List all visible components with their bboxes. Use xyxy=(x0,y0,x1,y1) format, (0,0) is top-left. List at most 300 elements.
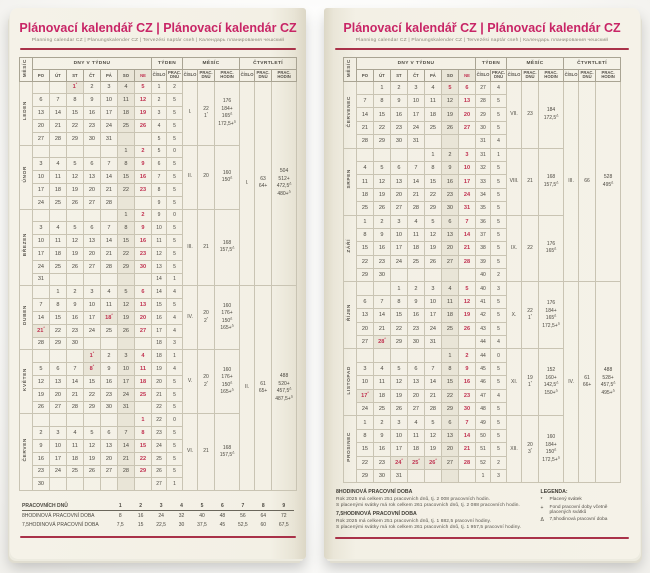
day-cell: 11 xyxy=(134,363,151,376)
day-cell: 26* xyxy=(424,456,441,469)
week-workdays-cell: 5 xyxy=(491,94,507,107)
week-number-cell: 15 xyxy=(152,299,167,312)
ref-value-cell: 48 xyxy=(219,512,226,519)
day-cell: 24 xyxy=(100,119,117,132)
week-number-cell: 38 xyxy=(476,242,491,255)
day-cell xyxy=(32,286,49,299)
legend-item xyxy=(541,517,628,523)
week-workdays-cell: 5 xyxy=(167,260,183,273)
day-cell: 30 xyxy=(373,269,390,282)
day-cell xyxy=(441,469,458,482)
week-workdays-cell: 5 xyxy=(491,309,507,322)
ref-value-cell: 72 xyxy=(280,512,287,519)
day-cell: 24 xyxy=(356,402,373,415)
day-cell xyxy=(66,350,83,363)
planning-calendar-right-host xyxy=(324,57,640,484)
day-cell: 15 xyxy=(66,107,83,120)
day-cell xyxy=(100,478,117,491)
day-cell xyxy=(32,414,49,427)
week-workdays-cell: 5 xyxy=(167,452,183,465)
day-cell: 4 xyxy=(407,215,424,228)
day-cell: 24 xyxy=(407,121,424,134)
day-cell: 17 xyxy=(117,375,134,388)
day-cell: 25 xyxy=(356,202,373,215)
day-cell: 14 xyxy=(458,228,475,241)
ref-count-cell: 2 xyxy=(130,501,150,511)
day-cell: 22 xyxy=(390,322,407,335)
day-cell: 5 xyxy=(458,282,475,295)
day-cell: 17* xyxy=(356,389,373,402)
day-cell: 2 xyxy=(373,215,390,228)
day-cell: 25 xyxy=(100,324,117,337)
week-workdays-cell: 5 xyxy=(491,108,507,121)
day-cell: 12 xyxy=(32,375,49,388)
month-number-cell: IV. xyxy=(183,286,198,350)
week-number-cell: 11 xyxy=(152,235,167,248)
day-cell: 10 xyxy=(32,235,49,248)
day-cell: 18 xyxy=(441,309,458,322)
day-name-header: ST xyxy=(390,69,407,81)
month-workhours-cell: 160 $150^\Delta$ xyxy=(215,145,240,209)
day-cell: 8 xyxy=(356,429,373,442)
day-cell: 3 xyxy=(407,81,424,94)
day-cell: 6 xyxy=(356,295,373,308)
day-cell: 14 xyxy=(32,311,49,324)
month-workdays-cell: 22 1* xyxy=(198,81,215,145)
month-number-cell: III. xyxy=(183,209,198,286)
month-workhours-cell: 160 184+ $150^\Delta$ 172,5+$^\Delta$ xyxy=(539,416,564,483)
day-cell: 30 xyxy=(458,402,475,415)
day-cell: 14 xyxy=(100,171,117,184)
day-cell: 14 xyxy=(424,376,441,389)
week-workdays-cell: 1 xyxy=(167,273,183,286)
day-cell: 19 xyxy=(32,388,49,401)
day-cell xyxy=(117,337,134,350)
day-cell: 4 xyxy=(49,158,66,171)
legend-symbol: + xyxy=(540,504,544,511)
month-workhours-cell: 168 $157,5^\Delta$ xyxy=(539,148,564,215)
ref-value-cell: 8 xyxy=(118,512,122,519)
quarter-workhours-cell: 488 528+ $457,5^\Delta$ 495+$^\Delta$ xyxy=(596,282,621,483)
day-cell: 21 xyxy=(117,452,134,465)
ref-value-cell: 60 xyxy=(260,521,267,528)
day-cell: 7 xyxy=(356,94,373,107)
day-cell: 29 xyxy=(66,132,83,145)
day-cell: 18 xyxy=(49,247,66,260)
day-cell: 15 xyxy=(134,439,151,452)
week-number-cell: 44 xyxy=(476,349,491,362)
day-cell: 17 xyxy=(83,311,100,324)
ref-value-cell: 45 xyxy=(219,521,226,528)
week-workdays-cell: 2 xyxy=(491,456,507,469)
day-cell: 7 xyxy=(407,161,424,174)
day-cell: 12 xyxy=(441,94,458,107)
day-cell: 27 xyxy=(32,132,49,145)
day-cell: 10 xyxy=(390,429,407,442)
day-cell xyxy=(390,148,407,161)
day-cell xyxy=(100,414,117,427)
quarter-number-cell: III. xyxy=(564,81,579,282)
day-cell xyxy=(373,148,390,161)
day-cell: 22 xyxy=(66,119,83,132)
day-cell: 10 xyxy=(49,439,66,452)
day-cell: 21 xyxy=(407,188,424,201)
week-number-cell: 29 xyxy=(476,108,491,121)
day-cell: 25 xyxy=(66,465,83,478)
day-cell: 8 xyxy=(390,295,407,308)
day-cell: 4 xyxy=(49,222,66,235)
day-cell: 3 xyxy=(390,215,407,228)
week-number-cell: 7 xyxy=(152,171,167,184)
day-cell: 1 xyxy=(134,414,151,427)
day-cell: 30 xyxy=(100,401,117,414)
day-cell: 3 xyxy=(458,148,475,161)
day-cell: 4 xyxy=(66,427,83,440)
day-cell: 16 xyxy=(390,108,407,121)
day-cell: 8 xyxy=(117,222,134,235)
month-group-header: MĚSÍC xyxy=(507,57,564,69)
ref-value-cell: 40 xyxy=(199,512,205,519)
day-cell: 24* xyxy=(390,456,407,469)
day-cell xyxy=(49,81,66,94)
day-cell: 18 xyxy=(424,108,441,121)
day-cell: 29 xyxy=(83,401,100,414)
ref-count-cell: 9 xyxy=(274,501,295,511)
week-workdays-cell: 0 xyxy=(167,145,183,158)
week-number-cell: 37 xyxy=(476,228,491,241)
summary-line: S placenými svátky má rok celkem 261 pracovních dnů, tj. 2 088 pracovních hodin. xyxy=(336,503,520,509)
day-cell: 18 xyxy=(66,452,83,465)
day-cell: 14 xyxy=(100,235,117,248)
week-workdays-cell: 2 xyxy=(167,81,183,94)
day-cell xyxy=(100,145,117,158)
week-group-header: TÝDEN xyxy=(476,57,507,69)
day-cell xyxy=(117,196,134,209)
week-workdays-cell: 2 xyxy=(491,269,507,282)
day-cell xyxy=(407,269,424,282)
day-cell: 6 xyxy=(134,286,151,299)
year-summary-footer xyxy=(336,489,628,530)
legend-text: 7,5hodinová pracovní doba xyxy=(549,516,608,522)
quarter-workdays-cell: 63 64+ xyxy=(255,81,272,286)
week-workdays-cell: 4 xyxy=(167,324,183,337)
week-workdays-cell: 0 xyxy=(167,414,183,427)
divider-rule xyxy=(335,48,629,50)
day-cell: 10 xyxy=(356,376,373,389)
week-workdays-cell: 3 xyxy=(491,469,507,482)
year-summary-text xyxy=(336,489,535,530)
ref-value-cell: 16 xyxy=(137,512,144,519)
month-name: ČERVENEC xyxy=(343,81,356,148)
day-cell: 22 xyxy=(134,452,151,465)
day-cell: 4 xyxy=(407,416,424,429)
sub-column-header: ČÍSLO xyxy=(152,69,167,81)
week-workdays-cell: 0 xyxy=(167,209,183,222)
day-cell: 23 xyxy=(100,388,117,401)
left-page xyxy=(10,8,306,559)
month-workdays-cell: 21 xyxy=(522,148,539,215)
day-cell xyxy=(458,336,475,349)
day-cell: 9 xyxy=(134,158,151,171)
day-cell: 28 xyxy=(100,196,117,209)
day-cell: 5 xyxy=(134,81,151,94)
day-name-header: NE xyxy=(134,69,151,81)
week-number-cell: 52 xyxy=(476,456,491,469)
day-cell: 26 xyxy=(117,324,134,337)
right-page xyxy=(324,8,640,559)
day-cell: 2 xyxy=(100,350,117,363)
day-cell: 15 xyxy=(356,443,373,456)
day-cell xyxy=(66,478,83,491)
day-cell: 3 xyxy=(424,282,441,295)
day-cell: 14 xyxy=(49,107,66,120)
day-cell: 22 xyxy=(49,324,66,337)
sub-column-header: PRAC. DNŮ xyxy=(523,69,537,80)
day-cell: 3 xyxy=(117,350,134,363)
day-cell: 11 xyxy=(100,299,117,312)
day-cell: 23 xyxy=(373,255,390,268)
day-cell xyxy=(117,414,134,427)
day-cell: 10 xyxy=(117,363,134,376)
quarter-number-cell: II. xyxy=(240,286,255,491)
day-cell: 7 xyxy=(373,295,390,308)
ref-value-cell: 67,5 xyxy=(278,521,289,528)
day-cell: 18 xyxy=(134,375,151,388)
day-cell: 2 xyxy=(134,209,151,222)
day-cell: 28 xyxy=(100,260,117,273)
day-cell: 31 xyxy=(407,135,424,148)
week-number-cell: 1 xyxy=(152,81,167,94)
week-number-cell: 3 xyxy=(152,107,167,120)
day-cell: 1 xyxy=(441,349,458,362)
week-workdays-cell: 4 xyxy=(491,389,507,402)
day-cell: 18 xyxy=(49,183,66,196)
month-number-cell: XI. xyxy=(507,349,522,416)
day-cell: 4 xyxy=(373,362,390,375)
day-cell: 15 xyxy=(117,235,134,248)
day-cell: 23 xyxy=(373,456,390,469)
ref-value-cell: 22,5 xyxy=(156,521,166,528)
week-number-cell: 2 xyxy=(152,94,167,107)
day-cell: 24 xyxy=(32,260,49,273)
day-cell xyxy=(441,135,458,148)
day-cell: 29 xyxy=(390,336,407,349)
week-number-cell: 45 xyxy=(476,362,491,375)
week-workdays-cell: 5 xyxy=(491,443,507,456)
day-cell: 13 xyxy=(356,309,373,322)
day-cell: 29 xyxy=(49,337,66,350)
day-cell: 14 xyxy=(373,309,390,322)
day-cell: 17 xyxy=(390,443,407,456)
day-cell xyxy=(32,209,49,222)
day-cell: 26 xyxy=(66,260,83,273)
week-number-cell: 30 xyxy=(476,121,491,134)
week-workdays-cell: 5 xyxy=(167,465,183,478)
month-workdays-cell: 19 1* xyxy=(522,349,539,416)
day-cell: 4 xyxy=(134,350,151,363)
sub-column-header: ČÍSLO xyxy=(183,69,198,81)
day-cell: 15 xyxy=(356,242,373,255)
week-workdays-cell: 5 xyxy=(491,429,507,442)
day-cell xyxy=(134,132,151,145)
day-cell: 7 xyxy=(49,94,66,107)
day-cell: 4 xyxy=(356,161,373,174)
month-name: LISTOPAD xyxy=(343,349,356,416)
day-cell: 29 xyxy=(356,469,373,482)
ref-row-label: 8HODINOVÁ PRACOVNÍ DOBA xyxy=(22,512,95,519)
month-workdays-cell: 21 xyxy=(198,209,215,286)
day-cell: 26 xyxy=(458,322,475,335)
week-number-cell: 27 xyxy=(152,478,167,491)
day-cell: 8 xyxy=(424,161,441,174)
day-cell: 22 xyxy=(83,388,100,401)
week-number-cell: 46 xyxy=(476,376,491,389)
day-cell: 18 xyxy=(373,389,390,402)
week-workdays-cell: 5 xyxy=(491,242,507,255)
day-cell: 1 xyxy=(117,145,134,158)
day-cell: 19 xyxy=(424,443,441,456)
week-number-cell: 20 xyxy=(152,375,167,388)
page-subtitle: Planning calendar CZ | Planungskalender CZ | Tervezési naptár cseh | Календарь планирования чешский xyxy=(355,38,609,43)
week-workdays-cell: 4 xyxy=(167,363,183,376)
day-cell: 2 xyxy=(373,416,390,429)
week-number-cell: 36 xyxy=(476,215,491,228)
week-number-cell: 5 xyxy=(152,145,167,158)
week-number-cell: 34 xyxy=(476,188,491,201)
page-title: Plánovací kalendář CZ | Plánovací kalendár CZ xyxy=(343,21,621,35)
month-name: PROSINEC xyxy=(343,416,356,483)
week-workdays-cell: 5 xyxy=(167,119,183,132)
day-cell: 20 xyxy=(390,188,407,201)
week-workdays-cell: 4 xyxy=(491,336,507,349)
sub-column-header: PRAC. DNŮ xyxy=(580,69,594,80)
day-cell: 15 xyxy=(117,171,134,184)
day-cell: 28 xyxy=(49,132,66,145)
day-cell: 9 xyxy=(373,429,390,442)
sub-column-header: PRAC. DNŮ xyxy=(168,69,182,80)
day-cell: 1 xyxy=(373,81,390,94)
day-cell: 27 xyxy=(458,121,475,134)
month-workdays-cell: 20 2* xyxy=(198,350,215,414)
day-cell: 30 xyxy=(390,135,407,148)
day-name-header: ST xyxy=(66,69,83,81)
week-workdays-cell: 4 xyxy=(167,311,183,324)
workdays-reference-table xyxy=(22,501,294,529)
day-cell: 3 xyxy=(32,222,49,235)
day-cell xyxy=(390,269,407,282)
day-cell: 26 xyxy=(424,255,441,268)
sub-column-header: ČÍSLO xyxy=(564,69,579,81)
day-cell: 1 xyxy=(424,148,441,161)
day-cell xyxy=(134,196,151,209)
quarter-group-header: ČTVRTLETÍ xyxy=(564,57,621,69)
day-cell: 23 xyxy=(407,322,424,335)
day-cell: 14 xyxy=(66,375,83,388)
day-cell: 22 xyxy=(356,456,373,469)
day-cell: 3 xyxy=(32,158,49,171)
day-cell: 2 xyxy=(458,349,475,362)
sub-column-header: PRAC. DNŮ xyxy=(492,69,506,80)
week-workdays-cell: 5 xyxy=(491,161,507,174)
day-cell: 23 xyxy=(458,389,475,402)
week-number-cell: 16 xyxy=(152,311,167,324)
week-workdays-cell: 1 xyxy=(167,478,183,491)
day-cell: 6 xyxy=(83,158,100,171)
day-cell: 16 xyxy=(134,171,151,184)
day-cell: 9 xyxy=(407,295,424,308)
week-number-cell: 35 xyxy=(476,202,491,215)
day-cell: 11 xyxy=(424,94,441,107)
day-cell: 21* xyxy=(32,324,49,337)
month-workhours-cell: 168 $157,5^\Delta$ xyxy=(215,414,240,491)
days-group-header: DNY V TÝDNU xyxy=(356,57,475,69)
day-cell: 3 xyxy=(100,81,117,94)
day-cell: 16 xyxy=(134,235,151,248)
day-cell: 13 xyxy=(32,107,49,120)
sub-column-header: ČÍSLO xyxy=(240,69,255,81)
day-cell: 6 xyxy=(83,222,100,235)
ref-count-cell: 6 xyxy=(212,501,232,511)
day-cell: 8* xyxy=(83,363,100,376)
day-cell: 13 xyxy=(407,376,424,389)
day-cell: 11 xyxy=(407,429,424,442)
sub-column-header: ČÍSLO xyxy=(507,69,522,81)
day-cell xyxy=(100,209,117,222)
day-cell: 8 xyxy=(117,158,134,171)
sub-column-header: PRAC. DNŮ xyxy=(256,69,270,80)
day-cell: 27 xyxy=(441,255,458,268)
day-cell: 28* xyxy=(373,336,390,349)
month-name: ZÁŘÍ xyxy=(343,215,356,282)
week-number-cell: 42 xyxy=(476,309,491,322)
week-number-cell: 49 xyxy=(476,416,491,429)
day-cell: 13 xyxy=(458,94,475,107)
week-workdays-cell: 5 xyxy=(167,171,183,184)
day-cell: 6 xyxy=(407,362,424,375)
day-cell: 26 xyxy=(390,402,407,415)
sub-column-header: PRAC. HODIN xyxy=(272,69,297,81)
day-cell xyxy=(424,269,441,282)
day-cell: 5 xyxy=(441,81,458,94)
day-cell xyxy=(441,269,458,282)
quarter-workhours-cell: 528 $495^\Delta$ xyxy=(596,81,621,282)
day-cell: 24 xyxy=(83,324,100,337)
week-number-cell: 12 xyxy=(152,247,167,260)
day-cell xyxy=(117,478,134,491)
week-workdays-cell: 5 xyxy=(491,295,507,308)
day-cell xyxy=(134,337,151,350)
workdays-reference-host xyxy=(10,501,306,529)
week-workdays-cell: 5 xyxy=(491,121,507,134)
day-cell: 31 xyxy=(32,273,49,286)
week-number-cell: 24 xyxy=(152,439,167,452)
day-cell: 28 xyxy=(424,402,441,415)
day-cell: 9 xyxy=(373,228,390,241)
day-cell: 12 xyxy=(66,171,83,184)
day-cell: 25 xyxy=(117,119,134,132)
day-cell xyxy=(49,414,66,427)
day-cell xyxy=(83,478,100,491)
day-name-header: ČT xyxy=(83,69,100,81)
day-cell: 17 xyxy=(49,452,66,465)
month-number-cell: V. xyxy=(183,350,198,414)
ref-value-cell: 52,5 xyxy=(237,521,248,528)
day-cell: 6 xyxy=(458,81,475,94)
day-cell: 26 xyxy=(441,121,458,134)
day-cell xyxy=(66,209,83,222)
day-cell: 19 xyxy=(83,452,100,465)
day-cell: 23 xyxy=(32,465,49,478)
